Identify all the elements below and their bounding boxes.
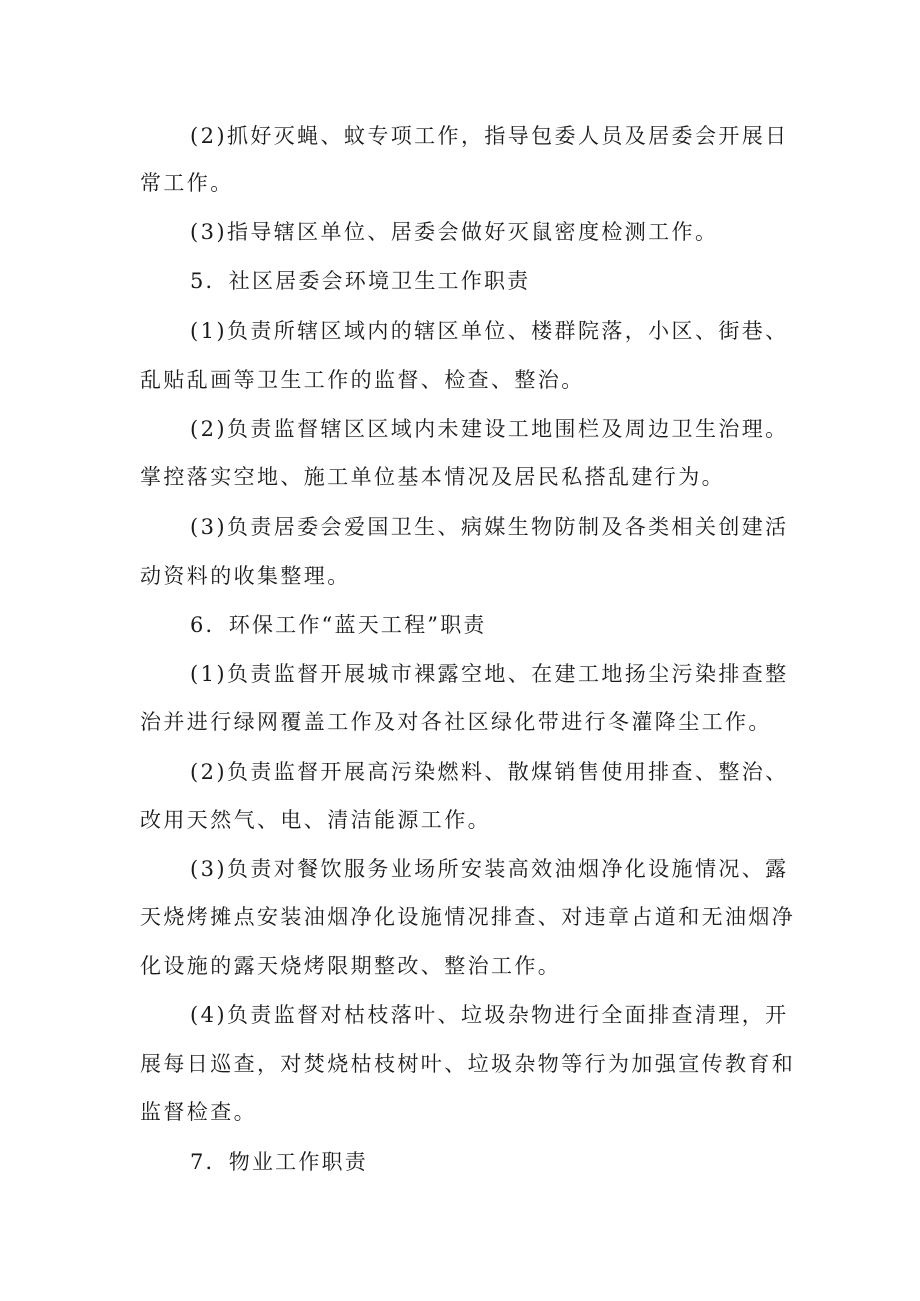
paragraph-line: 天烧烤摊点安装油烟净化设施情况排查、对违章占道和无油烟净 <box>140 905 796 929</box>
paragraph-line: 改用天然气、电、清洁能源工作。 <box>140 808 491 832</box>
paragraph-line: (3)负责对餐饮服务业场所安装高效油烟净化设施情况、露 <box>190 857 789 881</box>
paragraph-line: 监督检查。 <box>140 1100 257 1124</box>
paragraph-line: (2)抓好灭蝇、蚊专项工作，指导包委人员及居委会开展日 <box>190 124 789 148</box>
section-heading: 7．物业工作职责 <box>190 1150 368 1174</box>
paragraph-line: 化设施的露天烧烤限期整改、整治工作。 <box>140 954 562 978</box>
section-heading: 5．社区居委会环境卫生工作职责 <box>190 269 531 293</box>
paragraph-line: (1)负责所辖区域内的辖区单位、楼群院落，小区、街巷、 <box>190 319 789 343</box>
paragraph-line: 掌控落实空地、施工单位基本情况及居民私搭乱建行为。 <box>140 465 725 489</box>
paragraph-line: 展每日巡查，对焚烧枯枝树叶、垃圾杂物等行为加强宣传教育和 <box>140 1052 796 1076</box>
paragraph-line: (2)负责监督辖区区域内未建设工地围栏及周边卫生治理。 <box>190 417 789 441</box>
paragraph-line: (2)负责监督开展高污染燃料、散煤销售使用排查、整治、 <box>190 760 789 784</box>
paragraph-line: (3)负责居委会爱国卫生、病媒生物防制及各类相关创建活 <box>190 515 789 539</box>
paragraph-line: 乱贴乱画等卫生工作的监督、检查、整治。 <box>140 368 585 392</box>
paragraph-line: (1)负责监督开展城市裸露空地、在建工地扬尘污染排查整 <box>190 662 789 686</box>
paragraph-line: (3)指导辖区单位、居委会做好灭鼠密度检测工作。 <box>190 220 719 244</box>
section-heading: 6．环保工作“蓝天工程”职责 <box>190 613 487 637</box>
paragraph-line: 治并进行绿网覆盖工作及对各社区绿化带进行冬灌降尘工作。 <box>140 710 772 734</box>
paragraph-line: 动资料的收集整理。 <box>140 564 351 588</box>
paragraph-line: (4)负责监督对枯枝落叶、垃圾杂物进行全面排查清理，开 <box>190 1003 789 1027</box>
paragraph-line: 常工作。 <box>140 171 234 195</box>
